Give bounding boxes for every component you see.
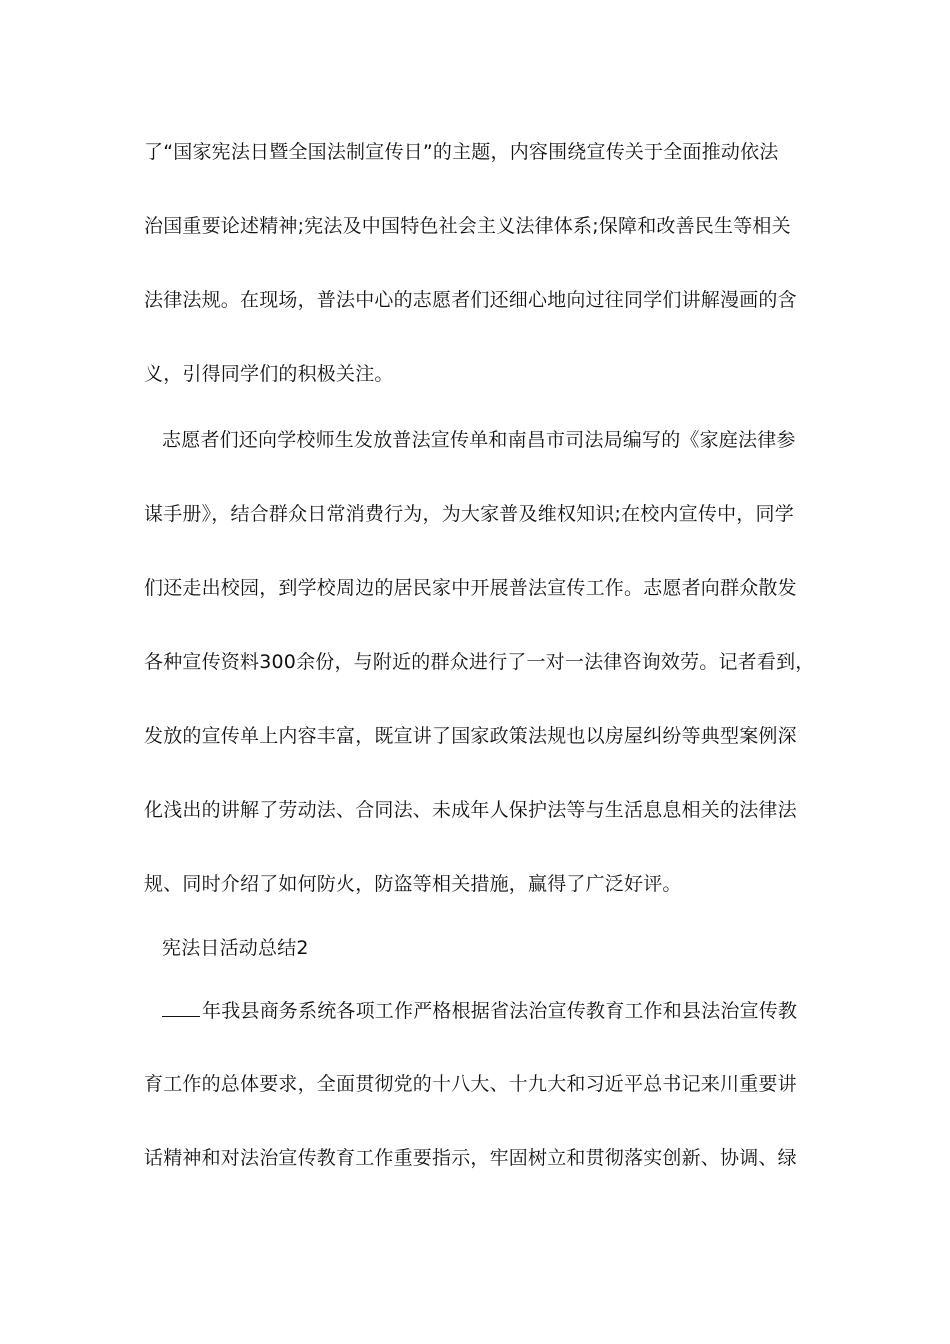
paragraph1-line-2: 治国重要论述精神;宪法及中国特色社会主义法律体系;保障和改善民生等相关 — [144, 215, 791, 237]
paragraph3-line-2: 育工作的总体要求，全面贯彻党的十八大、十九大和习近平总书记来川重要讲 — [144, 1073, 797, 1095]
paragraph3-line-1-text: 年我县商务系统各项工作严格根据省法治宣传教育工作和县法治宣传教 — [202, 1000, 798, 1022]
section-heading: 宪法日活动总结2 — [162, 937, 309, 959]
paragraph1-line-1: 了“国家宪法日暨全国法制宣传日”的主题，内容围绕宣传关于全面推动依法 — [144, 141, 779, 163]
paragraph2-line-3: 们还走出校园，到学校周边的居民家中开展普法宣传工作。志愿者向群众散发 — [144, 577, 797, 599]
paragraph3-line-1 — [162, 998, 832, 1023]
paragraph2-line-1: 志愿者们还向学校师生发放普法宣传单和南昌市司法局编写的《家庭法律参 — [162, 429, 796, 451]
paragraph2-line-7: 规、同时介绍了如何防火，防盗等相关措施，赢得了广泛好评。 — [144, 873, 682, 895]
paragraph2-line-5: 发放的宣传单上内容丰富，既宣讲了国家政策法规也以房屋纠纷等典型案例深 — [144, 725, 797, 747]
paragraph2-line-4: 各种宣传资料300余份，与附近的群众进行了一对一法律咨询效劳。记者看到， — [144, 651, 815, 673]
paragraph2-line-2: 谋手册》，结合群众日常消费行为，为大家普及维权知识;在校内宣传中，同学 — [144, 503, 794, 525]
fill-in-blank — [162, 998, 200, 1017]
paragraph1-line-4: 义，引得同学们的积极关注。 — [144, 363, 394, 385]
paragraph1-line-3: 法律法规。在现场，普法中心的志愿者们还细心地向过往同学们讲解漫画的含 — [144, 289, 797, 311]
paragraph2-line-6: 化浅出的讲解了劳动法、合同法、未成年人保护法等与生活息息相关的法律法 — [144, 799, 797, 821]
paragraph3-line-3: 话精神和对法治宣传教育工作重要指示，牢固树立和贯彻落实创新、协调、绿 — [144, 1147, 797, 1169]
